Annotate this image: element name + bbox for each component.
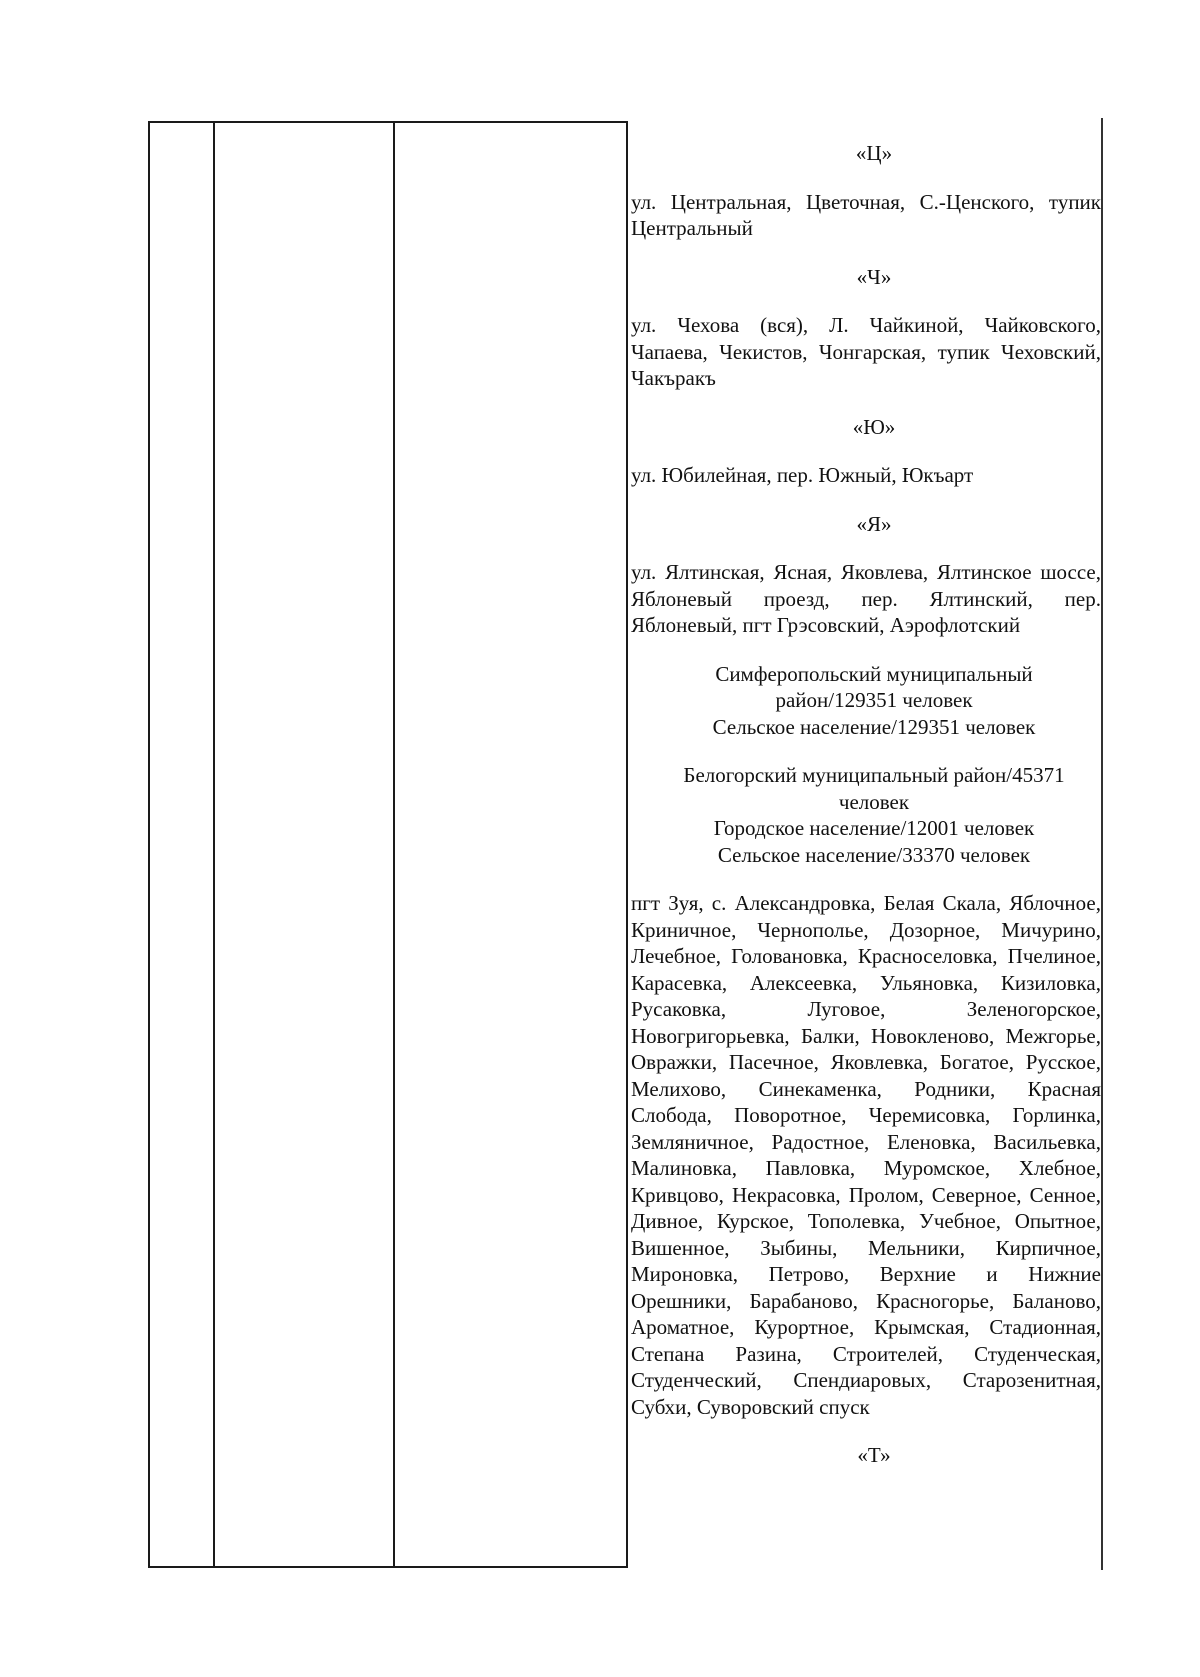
simferopol-district-block — [631, 661, 1101, 741]
belogorsk-rural: Сельское население/33370 человек — [717, 842, 1031, 867]
street-list-ya: ул. Ялтинская, Ясная, Яковлева, Ялтинское шоссе, Яблоневый проезд, пер. Ялтинский, пер. Яблоневый, пгт Грэсовский, Аэрофлотский — [631, 560, 1101, 637]
column-right-border — [1101, 118, 1103, 1570]
simferopol-rural: Сельское население/129351 человек — [712, 714, 1036, 739]
simferopol-population: район/129351 человек — [775, 688, 973, 712]
street-list-ch: ул. Чехова (вся), Л. Чайкиной, Чайковского, Чапаева, Чекистов, Чонгарская, тупик Чеховский, Чакъракъ — [631, 313, 1101, 390]
street-list-ts: ул. Центральная, Цветочная, С.-Ценского, тупик Центральный — [631, 189, 1101, 240]
table-col-border-3 — [393, 121, 395, 1568]
letter-heading-ya: «Я» — [856, 511, 892, 536]
letter-heading-yu: «Ю» — [852, 414, 896, 439]
belogorsk-settlements-list: пгт Зуя, с. Александровка, Белая Скала, Яблочное, Криничное, Чернополье, Дозорное, Мичурино, Лечебное, Головановка, Красноселовка, Пчелиное, Карасевка, Алексеевка, Ульяновка, Кизиловка, Русаковка, Луговое, Зеленогорское, Новогригорьевка, Балки, Новокленово, Межгорье, Овражки, Пасечное, Яковлевка, Богатое, Русское, Мелихово, Синекаменка, Родники, Красная Слобода, Поворотное, Черемисовка, Горлинка, Земляничное, Радостное, Еленовка, Васильевка, Малиновка, Павловка, Муромское, Хлебное, Кривцово, Некрасовка, Пролом, Северное, Сенное, Дивное, Курское, Тополевка, Учебное, Опытное, Вишенное, Зыбины, Мельники, Кирпичное, Мироновка, Петрово, Верхние и Нижние Орешники, Барабаново, Красногорье, Баланово, Ароматное, Курортное, Крымская, Стадионная, Степана Разина, Строителей, Студенческая, Студенческий, Спендиаровых, Старозенитная, Субхи, Суворовский спуск — [631, 891, 1101, 1419]
table-col-border-1 — [148, 121, 150, 1568]
letter-heading-ch: «Ч» — [856, 264, 892, 289]
belogorsk-title-cont: человек — [838, 789, 910, 814]
simferopol-title: Симферопольский муниципальный — [715, 661, 1033, 686]
street-list-yu: ул. Юбилейная, пер. Южный, Юкъарт — [631, 463, 974, 487]
belogorsk-urban: Городское население/12001 человек — [713, 816, 1035, 840]
table-col-border-2 — [213, 121, 215, 1568]
belogorsk-title: Белогорский муниципальный район/45371 — [683, 763, 1065, 787]
street-list-column — [631, 140, 1101, 1491]
table-col-border-4 — [626, 121, 628, 1568]
letter-heading-t: «Т» — [857, 1443, 891, 1467]
table-top-border — [148, 121, 626, 123]
table-bottom-border — [148, 1566, 628, 1568]
belogorsk-district-block — [631, 762, 1101, 868]
letter-heading-ts: «Ц» — [855, 141, 893, 165]
